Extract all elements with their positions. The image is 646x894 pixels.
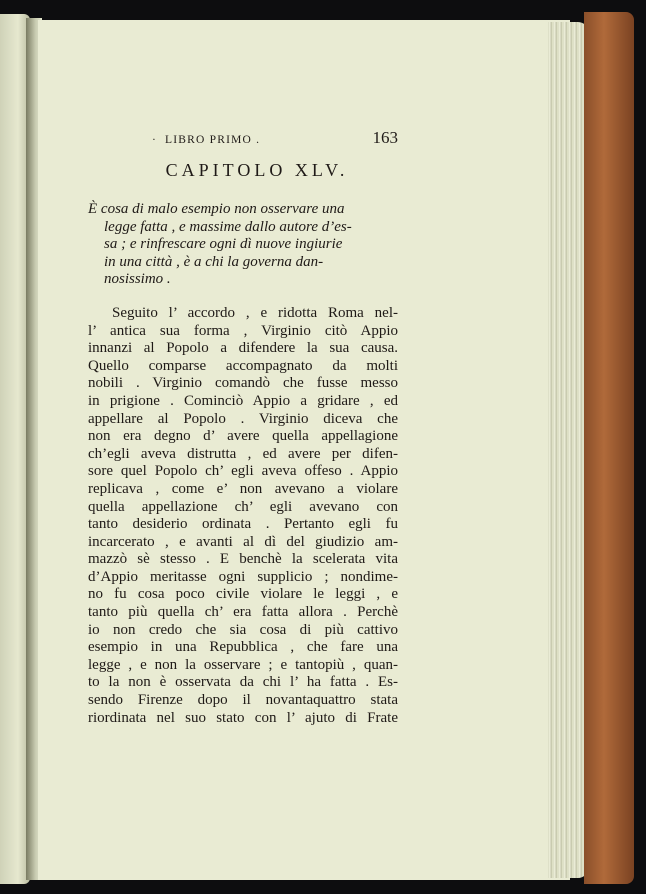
- summary-line: legge fatta , e massime dallo autore d’es-: [104, 218, 352, 235]
- body-line: sendo Firenze dopo il novantaquattro stata: [88, 692, 398, 709]
- running-head: [88, 128, 398, 150]
- body-line: appellare al Popolo . Virginio diceva che: [88, 410, 398, 427]
- summary-line: sa ; e rinfrescare ogni dì nuove ingiurie: [104, 236, 343, 253]
- body-line: innanzi al Popolo a difendere la sua causa.: [88, 340, 398, 357]
- body-line: nobili . Virginio comandò che fusse messo: [88, 375, 398, 392]
- body-line: io non credo che sia cosa di più cattivo: [88, 621, 398, 638]
- body-line: to la non è osservata da chi l’ ha fatta . Es-: [88, 674, 398, 691]
- body-line: esempio in una Repubblica , che fare una: [88, 639, 398, 656]
- body-line: d’Appio meritasse ogni supplicio ; nondime-: [88, 568, 398, 585]
- page-block-edges: [548, 22, 588, 878]
- body-line: Quello comparse accompagnato da molti: [88, 357, 398, 374]
- chapter-summary: [88, 201, 398, 289]
- page-content: [88, 128, 398, 727]
- leather-cover: [584, 12, 634, 884]
- body-line: Seguito l’ accordo , e ridotta Roma nel-: [112, 304, 398, 321]
- body-line: sore quel Popolo ch’ egli aveva offeso . Appio: [88, 463, 398, 480]
- body-line: non era degno d’ avere quella appellagione: [88, 428, 398, 445]
- body-line: quella appellazione ch’ egli avevano con: [88, 498, 398, 515]
- body-line: ch’egli aveva distrutta , ed avere per difen-: [88, 445, 398, 462]
- body-line: no fu cosa poco civile violare le leggi , e: [88, 586, 398, 603]
- body-line: replicava , come e’ non avevano a violare: [88, 480, 398, 497]
- body-text: [88, 305, 398, 727]
- body-line: legge , e non la osservare ; e tantopiù , quan-: [88, 656, 398, 673]
- body-line: mazzò sè stesso . E benchè la scelerata vita: [88, 551, 398, 568]
- summary-line: in una città , è a chi la governa dan-: [104, 253, 324, 270]
- summary-line: È cosa di malo esempio non osservare una: [88, 201, 345, 217]
- chapter-heading: CAPITOLO XLV.: [165, 160, 349, 180]
- summary-line: nosissimo .: [104, 271, 171, 288]
- body-line: tanto desiderio ordinata . Pertanto egli fu: [88, 516, 398, 533]
- running-head-title: · LIBRO PRIMO .: [152, 134, 260, 146]
- body-line: tanto più quella ch’ era fatta allora . Perchè: [88, 604, 398, 621]
- body-line: incarcerato , e avanti al dì del giudizio am-: [88, 533, 398, 550]
- page-number: 163: [372, 128, 398, 147]
- body-line: in prigione . Cominciò Appio a gridare , ed: [88, 392, 398, 409]
- body-line: riordinata nel suo stato con l’ ajuto di Frate: [88, 709, 398, 726]
- body-line: l’ antica sua forma , Virginio citò Appio: [88, 322, 398, 339]
